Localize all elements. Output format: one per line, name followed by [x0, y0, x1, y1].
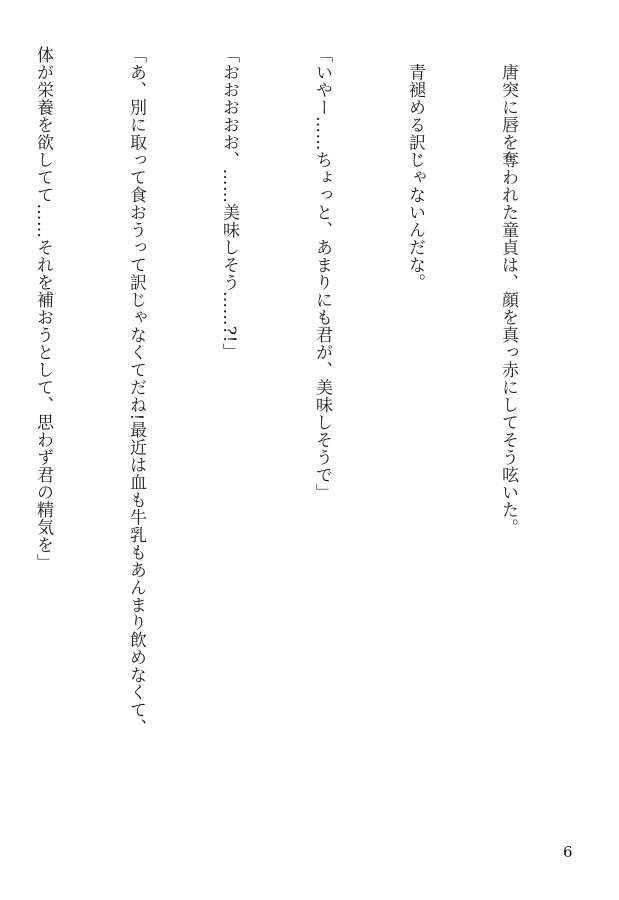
text-line-6: 体が栄養を欲してて……それを補おうとして、思わず君の精気を」	[33, 46, 53, 571]
page-number: 6	[563, 843, 573, 861]
text-line-2: 青褪める訳じゃないんだな。	[405, 46, 425, 291]
text-line-4: 「おおおおお、……美味しそう……?!」	[219, 46, 239, 361]
text-line-5: 「あ、別に取って食おうって訳じゃなくてだね!最近は血も牛乳もあんまり飲めなくて、	[126, 46, 146, 736]
text-line-1: 唐突に唇を奪われた童貞は、顔を真っ赤にしてそう呟いた。	[498, 46, 518, 536]
text-line-3: 「いやー……ちょっと、あまりにも君が、美味しそうで」	[312, 46, 332, 501]
vertical-text-body	[33, 46, 585, 806]
